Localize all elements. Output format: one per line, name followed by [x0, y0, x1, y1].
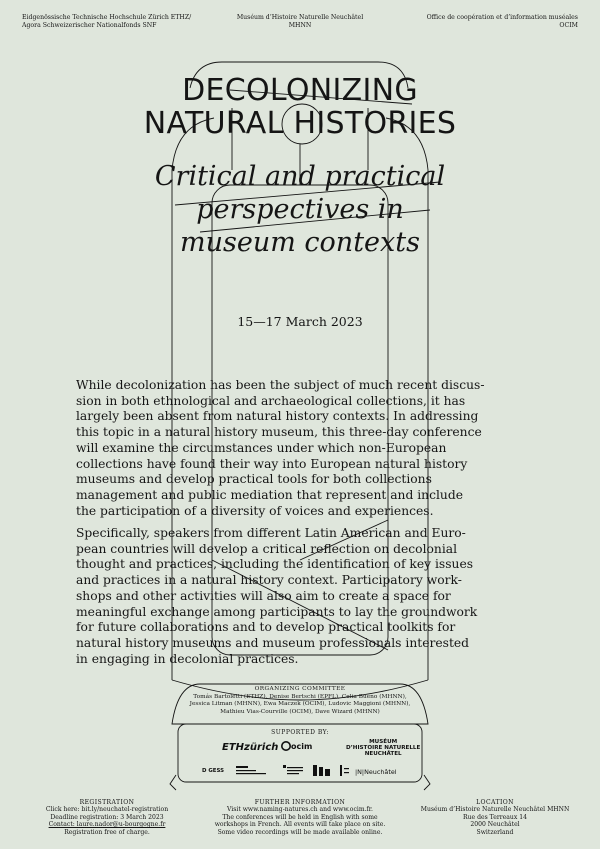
location-line: 2000 Neuchâtel — [470, 821, 520, 829]
museum-logo — [346, 739, 420, 757]
sponsor-mark-icon — [340, 765, 350, 777]
header-middle — [215, 14, 385, 29]
paragraph-line: for future collaborations and to develop practical toolkits for — [76, 620, 456, 635]
paragraph-intro — [76, 378, 528, 519]
paragraph-specifics — [76, 526, 528, 667]
committee-line: Jessica Litman (MHNN), Ewa Maczek (OCIM), Ludovic Maggioni (MHNN), — [189, 701, 411, 708]
paragraph-line: collections have found their way into European natural history — [76, 456, 468, 471]
subtitle — [0, 160, 600, 259]
paragraph-line: natural history museums and museum professionals interested — [76, 635, 470, 650]
header-left-line: Eidgenössische Technische Hochschule Zürich ETHZ/ — [22, 14, 192, 21]
paragraph-line: meaningful exchange among participants to lay the groundwork — [76, 604, 478, 619]
footer-location — [410, 799, 580, 836]
info-heading: FURTHER INFORMATION — [254, 799, 346, 806]
footer-registration — [22, 799, 192, 836]
paragraph-line: in engaging in decolonial practices. — [76, 651, 299, 666]
header-left — [22, 14, 212, 29]
committee-heading: ORGANIZING COMMITTEE — [254, 686, 346, 692]
paragraph-line: will examine the circumstances under which non-European — [76, 440, 447, 455]
footer-further-information — [208, 799, 392, 836]
header-middle-line: Muséum d’Histoire Naturelle Neuchâtel — [236, 14, 364, 21]
title-line: DECOLONIZING — [182, 73, 418, 108]
paragraph-line: pean countries will develop a critical reflection on decolonial — [76, 541, 458, 556]
museum-logo-line: MUSÉUM — [369, 739, 398, 745]
registration-contact-link[interactable]: Contact: laure.nador@u-bourgogne.fr — [48, 821, 166, 829]
paragraph-line: sion in both ethnological and archaeological collections, it has — [76, 393, 466, 408]
conference-dates: 15—17 March 2023 — [237, 314, 363, 329]
paragraph-line: and practices in a natural history context. Participatory work- — [76, 573, 462, 588]
title-line: NATURAL HISTORIES — [143, 106, 457, 141]
eth-zurich-logo: ETHzürich — [222, 742, 279, 753]
organizing-committee — [160, 686, 440, 716]
info-links[interactable]: Visit www.naming-natures.ch and www.ocim.fr. — [227, 806, 373, 814]
registration-deadline: Deadline registration: 3 March 2023 — [50, 813, 164, 821]
header-right — [378, 14, 578, 29]
ocim-icon — [281, 741, 291, 751]
paragraph-line: the participation of a diversity of voices and experiences. — [76, 503, 434, 518]
dgess-logo: D GESS — [202, 768, 224, 774]
location-line: Muséum d’Histoire Naturelle Neuchâtel MHNN — [420, 806, 570, 814]
ocim-logo: ocim — [291, 742, 313, 751]
info-line: workshops in French. All events will take place on site. — [214, 821, 386, 829]
museum-logo-line: D’HISTOIRE NATURELLE — [346, 745, 421, 751]
registration-heading: REGISTRATION — [79, 799, 135, 806]
subtitle-line: Critical and practical — [154, 161, 446, 192]
location-line: Rue des Terreaux 14 — [463, 813, 527, 821]
paragraph-line: this topic in a natural history museum, this three-day conference — [76, 425, 482, 440]
info-line: The conferences will be held in English with some — [222, 813, 378, 821]
unine-logo-icon — [313, 764, 333, 777]
paragraph-line: management and public mediation that represent and include — [76, 487, 463, 502]
subtitle-line: perspectives in — [196, 194, 404, 225]
sponsor-mark-icon — [236, 765, 270, 777]
committee-line: Mathieu Vias-Courville (OCIM), Dave Wizard (MHNN) — [220, 708, 380, 715]
subtitle-line: museum contexts — [180, 227, 420, 258]
supported-by-heading: SUPPORTED BY: — [271, 729, 329, 736]
museum-logo-line: NEUCHÂTEL — [364, 751, 402, 757]
page-title — [0, 74, 600, 140]
paragraph-line: shops and other activities will also aim to create a space for — [76, 588, 451, 603]
header-right-line: OCIM — [559, 21, 578, 29]
paragraph-line: While decolonization has been the subject of much recent discus- — [76, 378, 485, 392]
header-middle-line: MHNN — [288, 21, 312, 29]
paragraph-line: thought and practices, including the identification of key issues — [76, 557, 474, 572]
registration-fee-note: Registration free of charge. — [64, 828, 150, 836]
registration-link[interactable]: Click here: bit.ly/neuchatel-registration — [45, 806, 169, 814]
committee-line: Tomás Bartoletti (ETHZ), Denise Bertschi (EPFL), Celia Bueno (MHNN), — [193, 694, 407, 701]
location-line: Switzerland — [476, 828, 514, 836]
paragraph-line: Specifically, speakers from different Latin American and Euro- — [76, 526, 466, 540]
neuchatel-logo: |N|Neuchâtel — [355, 768, 397, 776]
header-right-line: Office de coopération et d’information muséales — [426, 14, 578, 21]
location-heading: LOCATION — [476, 799, 514, 806]
paragraph-line: largely been absent from natural history contexts. In addressing — [76, 409, 479, 424]
sponsor-mark-icon — [283, 765, 305, 777]
header-left-line: Agora Schweizerischer Nationalfonds SNF — [22, 21, 157, 29]
paragraph-line: museums and develop practical tools for both collections — [76, 472, 432, 487]
info-line: Some video recordings will be made available online. — [217, 828, 383, 836]
